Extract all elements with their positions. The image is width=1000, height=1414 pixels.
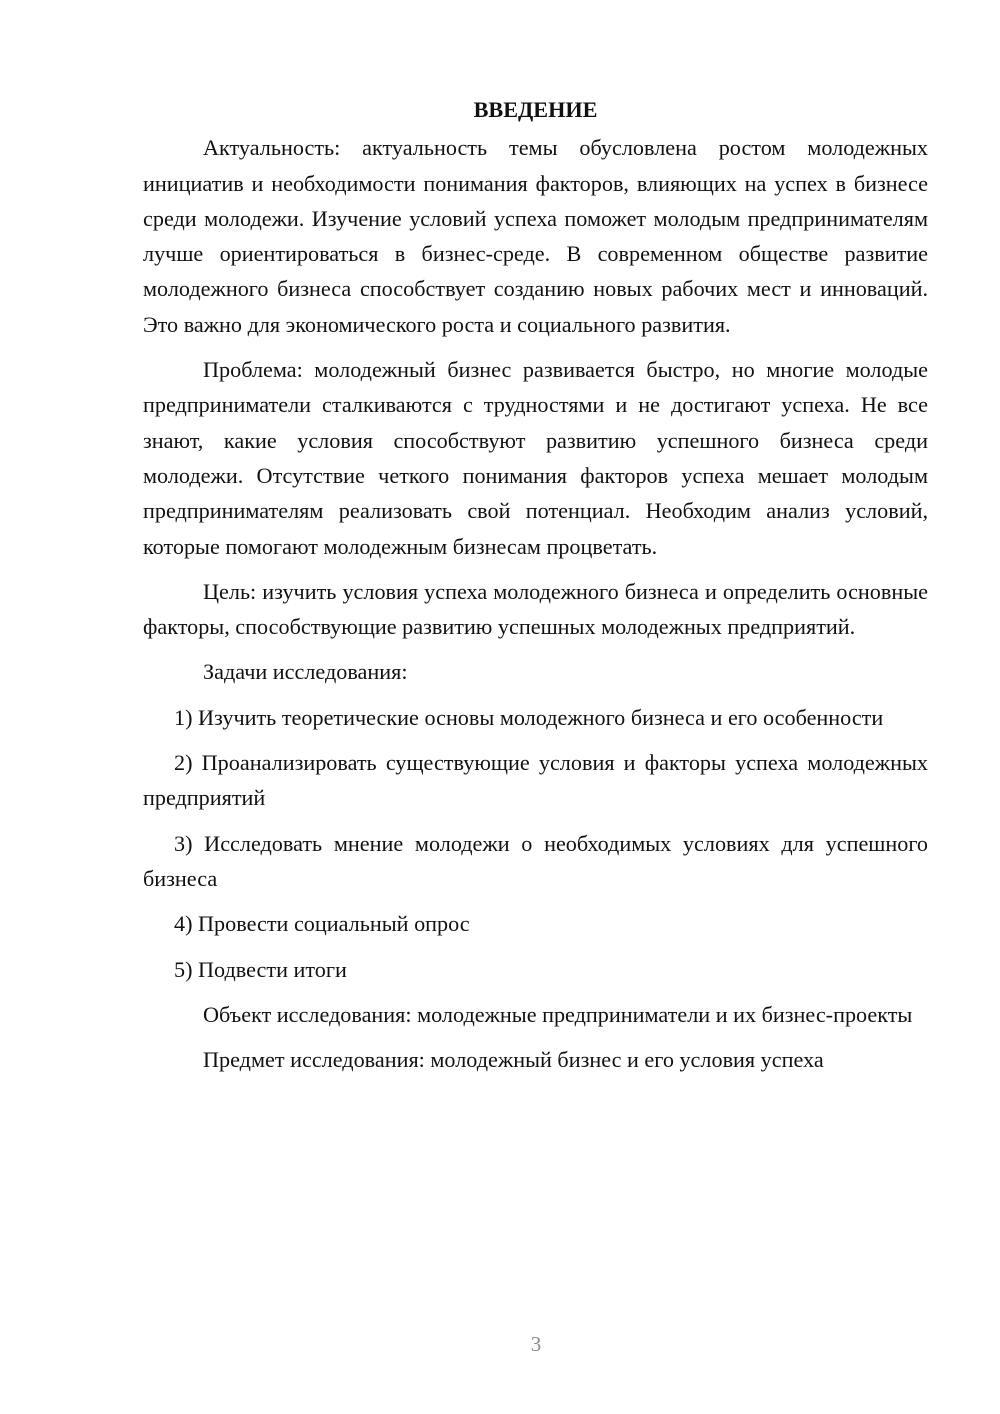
task-item-1: 1) Изучить теоретические основы молодежного бизнеса и его особенности [174, 704, 884, 730]
tasks-heading: Задачи исследования: [203, 659, 408, 685]
task-item-2: 2) Проанализировать существующие условия и факторы успеха молодежных предприятий [143, 750, 928, 811]
object-paragraph: Объект исследования: молодежные предприниматели и их бизнес-проекты [203, 1001, 913, 1027]
task-item-4: 4) Провести социальный опрос [174, 911, 470, 937]
document-body [143, 92, 928, 1087]
page-title: ВВЕДЕНИЕ [473, 97, 598, 122]
page-number: 3 [530, 1332, 542, 1356]
subject-paragraph: Предмет исследования: молодежный бизнес и его условия успеха [203, 1047, 824, 1073]
task-item-5: 5) Подвести итоги [174, 956, 347, 982]
problem-paragraph: Проблема: молодежный бизнес развивается быстро, но многие молодые предприниматели сталкиваются с трудностями и не достигают успеха. Не все знают, какие условия способствуют развитию успешного бизнеса среди молодежи. Отсутствие четкого понимания факторов успеха мешает молодым предпринимателям реализовать свой потенциал. Необходим анализ условий, которые помогают молодежным бизнесам процветать. [143, 357, 928, 559]
goal-paragraph: Цель: изучить условия успеха молодежного бизнеса и определить основные факторы, способствующие развитию успешных молодежных предприятий. [143, 578, 928, 640]
task-item-3: 3) Исследовать мнение молодежи о необходимых условиях для успешного бизнеса [143, 830, 928, 891]
relevance-paragraph: Актуальность: актуальность темы обусловлена ростом молодежных инициатив и необходимости понимания факторов, влияющих на успех в бизнесе среди молодежи. Изучение условий успеха поможет молодым предпринимателям лучше ориентироваться в бизнес-среде. В современном обществе развитие молодежного бизнеса способствует созданию новых рабочих мест и инноваций. Это важно для экономического роста и социального развития. [143, 135, 928, 337]
